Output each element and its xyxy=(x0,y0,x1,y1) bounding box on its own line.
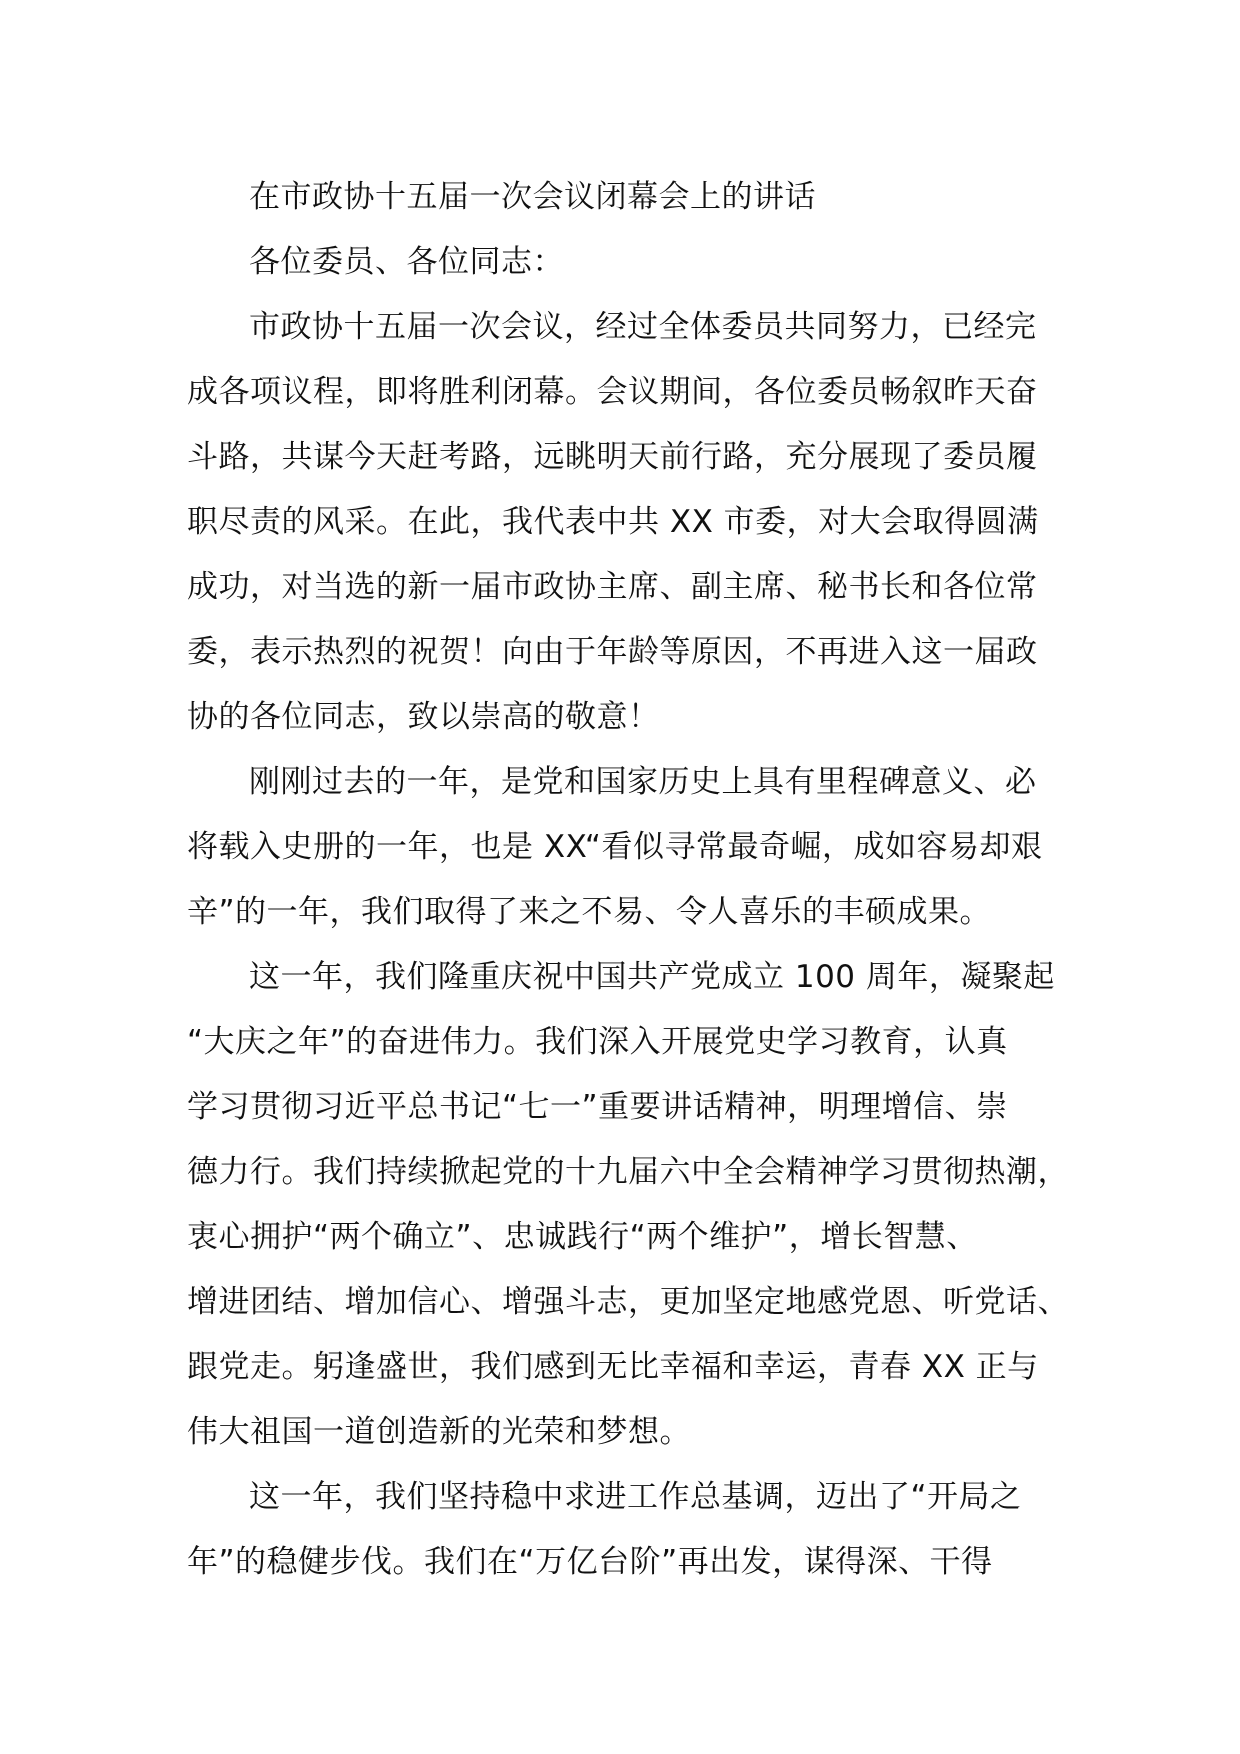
text-line: 年”的稳健步伐。我们在“万亿台阶”再出发，谋得深、干得 xyxy=(187,1544,993,1580)
text-line: 刚刚过去的一年，是党和国家历史上具有里程碑意义、必 xyxy=(249,764,1037,800)
text-line: “大庆之年”的奋进伟力。我们深入开展党史学习教育，认真 xyxy=(187,1024,1008,1060)
text-line: 这一年，我们隆重庆祝中国共产党成立 100 周年，凝聚起 xyxy=(249,959,1055,995)
salutation: 各位委员、各位同志： xyxy=(249,244,564,280)
text-line: 辛”的一年，我们取得了来之不易、令人喜乐的丰硕成果。 xyxy=(187,894,992,930)
text-line: 成功，对当选的新一届市政协主席、副主席、秘书长和各位常 xyxy=(187,569,1038,605)
text-line: 斗路，共谋今天赶考路，远眺明天前行路，充分展现了委员履 xyxy=(187,439,1038,475)
text-line: 跟党走。躬逢盛世，我们感到无比幸福和幸运，青春 XX 正与 xyxy=(187,1349,1039,1385)
document-title: 在市政协十五届一次会议闭幕会上的讲话 xyxy=(249,179,816,215)
text-line: 职尽责的风采。在此，我代表中共 XX 市委，对大会取得圆满 xyxy=(187,504,1039,540)
text-line: 增进团结、增加信心、增强斗志，更加坚定地感党恩、听党话、 xyxy=(187,1284,1069,1320)
text-line: 学习贯彻习近平总书记“七一”重要讲话精神，明理增信、崇 xyxy=(187,1089,1008,1125)
text-line: 成各项议程，即将胜利闭幕。会议期间，各位委员畅叙昨天奋 xyxy=(187,374,1038,410)
text-line: 协的各位同志，致以崇高的敬意！ xyxy=(187,699,660,735)
text-line: 这一年，我们坚持稳中求进工作总基调，迈出了“开局之 xyxy=(249,1479,1022,1515)
text-line: 市政协十五届一次会议，经过全体委员共同努力，已经完 xyxy=(249,309,1037,345)
document-body xyxy=(187,165,1069,1595)
text-line: 德力行。我们持续掀起党的十九届六中全会精神学习贯彻热潮， xyxy=(187,1154,1069,1190)
text-line: 委，表示热烈的祝贺！向由于年龄等原因，不再进入这一届政 xyxy=(187,634,1038,670)
text-line: 衷心拥护“两个确立”、忠诚践行“两个维护”，增长智慧、 xyxy=(187,1219,978,1255)
text-line: 将载入史册的一年，也是 XX“看似寻常最奇崛，成如容易却艰 xyxy=(187,829,1043,865)
text-line: 伟大祖国一道创造新的光荣和梦想。 xyxy=(187,1414,691,1450)
